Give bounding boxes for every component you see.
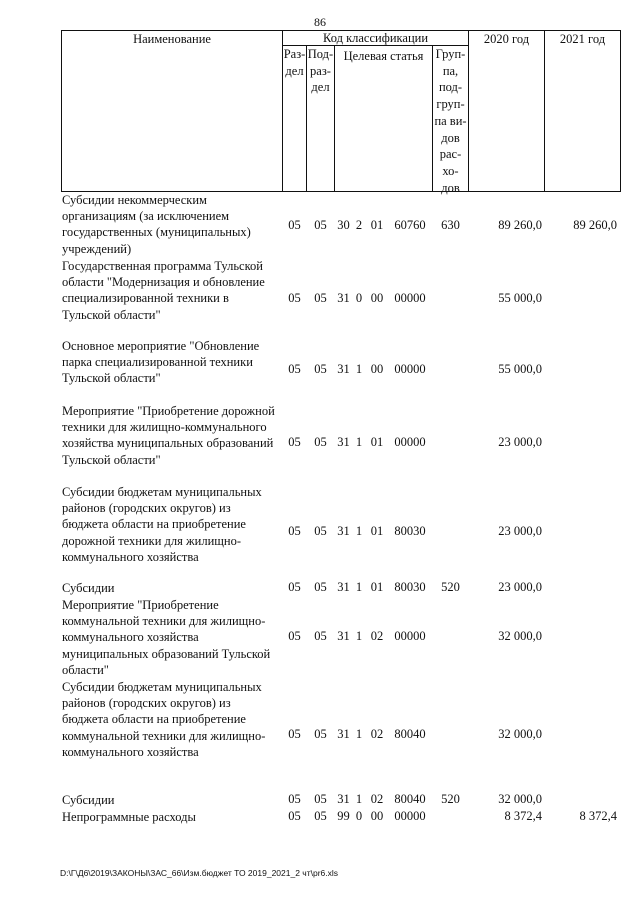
row-amount-2020: 89 260,0 <box>498 218 542 232</box>
row-target-program: 31 <box>337 291 350 305</box>
row-section: 05 <box>288 291 301 305</box>
row-target-direction: 60760 <box>394 218 426 232</box>
row-amount-2021: 8 372,4 <box>579 809 617 823</box>
row-target-event: 01 <box>370 524 384 538</box>
header-group-line: па, <box>442 63 459 78</box>
row-target-event: 01 <box>370 435 384 449</box>
header-border-right <box>620 30 621 192</box>
row-subsection: 05 <box>314 218 327 232</box>
row-name: Субсидии <box>62 793 115 807</box>
row-target-subprogram: 0 <box>355 809 363 823</box>
row-target-event: 02 <box>370 727 384 741</box>
row-target-program: 30 <box>337 218 350 232</box>
row-target-event: 02 <box>370 629 384 643</box>
row-target-event: 01 <box>370 580 384 594</box>
row-target-subprogram: 1 <box>355 580 363 594</box>
row-target-program: 31 <box>337 435 350 449</box>
row-subsection: 05 <box>314 727 327 741</box>
row-target-direction: 00000 <box>394 362 426 376</box>
header-border-left <box>61 30 62 192</box>
row-target-subprogram: 1 <box>355 524 363 538</box>
header-group-line: па ви- <box>434 113 467 128</box>
row-target-subprogram: 1 <box>355 435 363 449</box>
row-subsection: 05 <box>314 792 327 806</box>
row-section: 05 <box>288 580 301 594</box>
row-target-event: 00 <box>370 809 384 823</box>
row-subsection: 05 <box>314 524 327 538</box>
row-target-direction: 00000 <box>394 435 426 449</box>
row-target-event: 00 <box>370 362 384 376</box>
row-target-program: 31 <box>337 727 350 741</box>
header-group-line: хо- <box>442 163 459 178</box>
row-subsection: 05 <box>314 362 327 376</box>
row-target-program: 31 <box>337 362 350 376</box>
row-amount-2020: 23 000,0 <box>498 435 542 449</box>
row-amount-2020: 23 000,0 <box>498 580 542 594</box>
row-amount-2020: 8 372,4 <box>504 809 542 823</box>
header-group-line: Груп- <box>435 47 466 61</box>
header-group-line: дов <box>441 180 460 195</box>
row-target-subprogram: 0 <box>355 291 363 305</box>
row-section: 05 <box>288 792 301 806</box>
row-target-event: 00 <box>370 291 384 305</box>
row-target-subprogram: 1 <box>355 362 363 376</box>
row-subsection: 05 <box>314 809 327 823</box>
header-group <box>433 46 468 196</box>
row-target-program: 31 <box>337 629 350 643</box>
header-2020: 2020 год <box>483 32 530 46</box>
row-amount-2020: 32 000,0 <box>498 792 542 806</box>
row-target-event: 01 <box>370 218 384 232</box>
row-name: Субсидии некоммерческим организациям (за исключением государственных (муниципальных) учреждений) <box>62 193 251 256</box>
row-amount-2021: 89 260,0 <box>573 218 617 232</box>
page-number: 86 <box>314 15 326 29</box>
footer-file-path: D:\Г\Д6\2019\ЗАКОНЫ\ЗАС_66\Изм.бюджет ТО 2019_2021_2 чт\pr6.xls <box>60 868 339 878</box>
row-section: 05 <box>288 435 301 449</box>
row-target-direction: 80030 <box>394 524 426 538</box>
header-2021: 2021 год <box>559 32 606 46</box>
row-expense-group: 520 <box>441 792 460 806</box>
row-target-program: 31 <box>337 580 350 594</box>
header-subsection-line: дел <box>311 80 330 95</box>
row-target-program: 31 <box>337 792 350 806</box>
header-group-line: под- <box>438 80 463 95</box>
row-target-event: 02 <box>370 792 384 806</box>
header-border <box>468 30 469 192</box>
header-subsection <box>307 46 334 96</box>
row-amount-2020: 55 000,0 <box>498 291 542 305</box>
row-target-direction: 80030 <box>394 580 426 594</box>
row-target-subprogram: 1 <box>355 629 363 643</box>
header-name: Наименование <box>133 32 211 46</box>
header-section-line: Раз- <box>283 47 306 61</box>
row-name: Мероприятие "Приобретение дорожной техники для жилищно-коммунального хозяйства муниципальных образований Тульской области" <box>62 404 275 467</box>
header-subsection-line: Под- <box>307 47 334 61</box>
row-target-program: 99 <box>337 809 350 823</box>
row-target-direction: 80040 <box>394 792 426 806</box>
row-target-direction: 00000 <box>394 291 426 305</box>
row-subsection: 05 <box>314 580 327 594</box>
row-section: 05 <box>288 218 301 232</box>
row-section: 05 <box>288 362 301 376</box>
header-section-line: дел <box>285 63 304 78</box>
row-expense-group: 520 <box>441 580 460 594</box>
row-target-direction: 00000 <box>394 809 426 823</box>
row-subsection: 05 <box>314 629 327 643</box>
row-subsection: 05 <box>314 435 327 449</box>
row-target-direction: 00000 <box>394 629 426 643</box>
row-subsection: 05 <box>314 291 327 305</box>
row-target-subprogram: 1 <box>355 727 363 741</box>
row-target-program: 31 <box>337 524 350 538</box>
row-name: Мероприятие "Приобретение коммунальной техники для жилищно-коммунального хозяйства муниципальных образований Тульской области" <box>62 598 271 677</box>
row-target-subprogram: 2 <box>355 218 363 232</box>
row-amount-2020: 32 000,0 <box>498 727 542 741</box>
row-name: Непрограммные расходы <box>62 810 196 824</box>
row-amount-2020: 32 000,0 <box>498 629 542 643</box>
row-section: 05 <box>288 727 301 741</box>
row-name: Субсидии бюджетам муниципальных районов (городских округов) из бюджета области на приобретение коммунальной техники для жилищно-коммунального хозяйства <box>62 680 266 759</box>
header-section <box>283 46 306 79</box>
row-name: Субсидии <box>62 581 115 595</box>
row-target-direction: 80040 <box>394 727 426 741</box>
row-target-subprogram: 1 <box>355 792 363 806</box>
row-section: 05 <box>288 809 301 823</box>
row-name: Субсидии бюджетам муниципальных районов (городских округов) из бюджета области на приобретение дорожной техники для жилищно-коммунального хозяйства <box>62 485 262 564</box>
header-group-line: дов <box>441 130 460 145</box>
row-name: Основное мероприятие "Обновление парка специализированной техники Тульской области" <box>62 339 260 386</box>
row-name: Государственная программа Тульской области "Модернизация и обновление специализированной техники в Тульской области" <box>62 259 265 322</box>
row-amount-2020: 55 000,0 <box>498 362 542 376</box>
header-code: Код классификации <box>322 31 429 45</box>
header-border <box>544 30 545 192</box>
header-subsection-line: раз- <box>310 63 331 78</box>
row-section: 05 <box>288 629 301 643</box>
row-amount-2020: 23 000,0 <box>498 524 542 538</box>
row-section: 05 <box>288 524 301 538</box>
header-group-line: рас- <box>439 147 462 162</box>
row-expense-group: 630 <box>441 218 460 232</box>
header-border <box>334 45 335 192</box>
header-group-line: груп- <box>436 97 465 112</box>
header-target: Целевая статья <box>343 49 424 63</box>
